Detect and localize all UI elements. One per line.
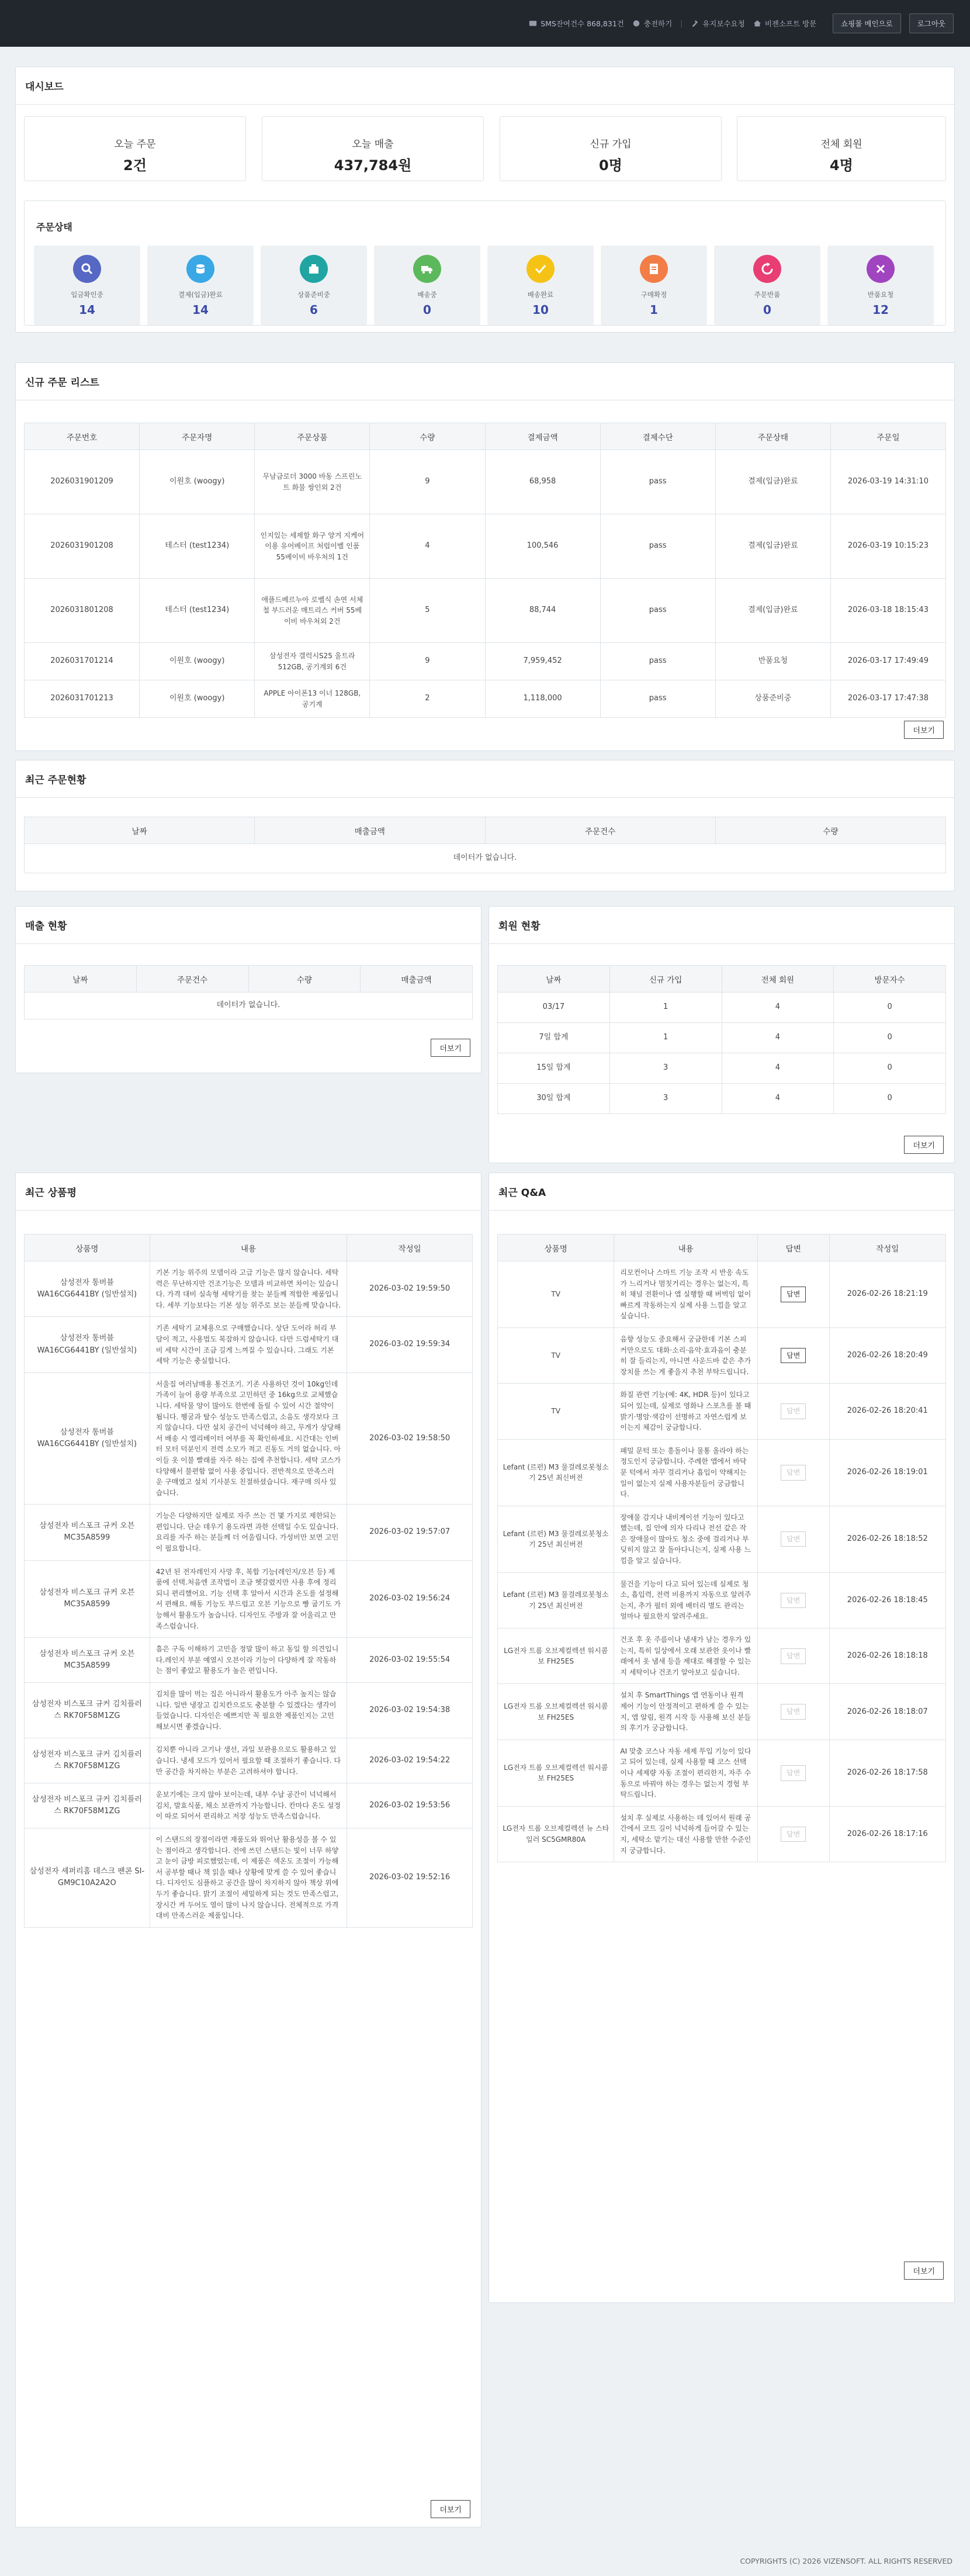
wrench-icon [691,19,699,27]
order-cell: 2026-03-17 17:49:49 [830,643,945,680]
order-cell: 무남금로더 3000 바동 스프린노트 화물 쌍인외 2건 [255,450,370,514]
order-cell[interactable]: 2026031801208 [25,579,140,643]
empty-row [25,844,946,873]
qna-content: AI 맞춤 코스나 자동 세제 투입 기능이 있다고 되어 있는데, 실제 사용할 때 코스 선택이나 세제량 자동 조절이 편리한지, 자주 수동으로 바꿔야 하는 경우는 없는지 경험 부탁드립니다. [614,1740,757,1806]
status-name: 주문반품 [754,291,781,299]
home-icon [753,19,761,27]
qna-answer-cell [757,1327,829,1383]
status-icon-circle [300,255,328,283]
table-row[interactable] [498,1572,946,1628]
order-status-item[interactable] [601,246,707,325]
status-icon-circle [640,255,668,283]
order-status-item[interactable] [261,246,367,325]
table-row[interactable] [25,579,946,643]
order-cell[interactable]: 2026031901209 [25,450,140,514]
member-cell: 3 [609,1053,722,1084]
panel-title: 최근 상품평 [16,1173,481,1211]
member-cell: 0 [834,1023,946,1053]
order-cell: 4 [370,514,485,579]
order-cell[interactable]: 2026031901208 [25,514,140,579]
review-cell: 삼성전자 비스포크 규커 김치플러스 RK70F58M1ZG [25,1683,150,1738]
qna-content: 음향 성능도 중요해서 궁금한데 기본 스피커만으로도 대화·소리·음악·효과음이 충분히 잘 들리는지, 아니면 사운드바 같은 추가 장치를 쓰는 게 좋을지 추천 부탁드립니다. [614,1327,757,1383]
qna-content: 설치 후 SmartThings 앱 연동이나 원격 제어 기능이 안정적이고 편하게 쓸 수 있는지, 앱 알림, 원격 시작 등 사용해 보신 분들의 후기가 궁금합니다. [614,1684,757,1740]
qna-product: LG전자 트롬 오브제컬렉션 뉴 스타일러 SC5GMR80A [498,1806,614,1862]
column-header: 주문자명 [140,423,255,450]
answer-button[interactable]: 답변 [781,1827,806,1842]
order-status-item[interactable] [487,246,594,325]
status-count: 10 [532,303,549,317]
review-cell: 2026-03-02 19:55:54 [347,1638,473,1683]
qna-product: TV [498,1384,614,1439]
mail-icon [529,19,537,27]
order-cell: 상품준비중 [715,680,830,718]
recent-orders-panel [15,760,955,891]
vizensoft-visit-link[interactable]: 비젠소프트 방문 [753,18,817,29]
box-icon [307,262,321,276]
maintenance-request-link[interactable]: 유지보수요청 [691,18,744,29]
status-count: 0 [423,303,431,317]
qna-answer-cell [757,1572,829,1628]
order-cell: pass [600,450,715,514]
review-cell: 2026-03-02 19:53:56 [347,1783,473,1828]
recent-orders-table [24,817,946,873]
status-count: 0 [763,303,771,317]
qna-content: 화질 관련 기능(예: 4K, HDR 등)이 있다고 되어 있는데, 실제로 영화나 스포츠를 볼 때 밝기·명암·색감이 선명하고 자연스럽게 보이는지 체감이 궁금합니다. [614,1384,757,1439]
order-cell: 2026-03-19 14:31:10 [830,450,945,514]
truck-icon [420,262,434,276]
table-row[interactable] [25,680,946,718]
review-cell: 2026-03-02 19:57:07 [347,1505,473,1560]
qna-product: Lefant (르펀) M3 물걸레로봇청소기 25년 최신버전 [498,1439,614,1506]
order-cell: 100,546 [485,514,600,579]
table-row[interactable] [25,1828,473,1927]
answer-button[interactable]: 답변 [781,1348,806,1364]
table-row[interactable] [498,1439,946,1506]
qna-content: 패밀 문턱 또는 흥돌이나 물통 올라야 하는 정도인지 궁금합니다. 주례한 앱에서 바닥 문 턱에서 자꾸 걸리거나 흡입이 약해지는 일이 없는지 실제 사용자분들이 궁금합니다. [614,1439,757,1506]
column-header: 방문자수 [834,966,946,993]
table-row[interactable] [498,1684,946,1740]
table-row[interactable] [25,1560,473,1638]
empty-message: 데이터가 없습니다. [25,844,946,873]
member-cell: 4 [722,1053,834,1084]
sms-charge-link[interactable]: 충전하기 [632,18,672,29]
reviews-panel [15,1173,481,2527]
order-cell: 2 [370,680,485,718]
table-row[interactable] [25,1372,473,1505]
order-cell: APPLE 아이폰13 이너 128GB, 공기계 [255,680,370,718]
column-header: 날짜 [25,966,137,993]
table-row [498,993,946,1023]
status-name: 구매확정 [640,291,667,299]
shop-main-button[interactable]: 쇼핑몰 메인으로 [833,13,901,33]
qna-answer-cell [757,1740,829,1806]
column-header: 주문상품 [255,423,370,450]
table-row[interactable] [25,643,946,680]
qna-date: 2026-02-26 18:21:19 [829,1261,945,1328]
stat-today-sales: 오늘 매출 437,784원 [262,116,484,181]
order-status-item[interactable] [374,246,480,325]
order-cell: 2026-03-18 18:15:43 [830,579,945,643]
column-header: 매출금액 [361,966,473,993]
status-name: 상품준비중 [297,291,330,299]
table-header-row [498,966,946,993]
status-icon-circle [867,255,895,283]
more-button[interactable]: 더보기 [431,2500,470,2518]
order-cell: 반품요청 [715,643,830,680]
member-cell: 03/17 [498,993,610,1023]
review-cell: 삼성전자 비스포크 규커 오븐 MC35A8599 [25,1505,150,1560]
qna-date: 2026-02-26 18:19:01 [829,1439,945,1506]
column-header: 주문건수 [485,817,715,844]
qna-product: LG전자 트롬 오브제컬렉션 워시콤보 FH25ES [498,1684,614,1740]
qna-answer-cell [757,1384,829,1439]
status-icon-circle [413,255,441,283]
answer-button[interactable]: 답변 [781,1704,806,1720]
order-cell: 7,959,452 [485,643,600,680]
table-row[interactable] [25,1505,473,1560]
review-cell: 서울집 여러남매용 통건조기. 기존 사용하던 것이 10kg인데 가족이 늘어 용량 부족으로 고민하던 중 16kg으로 교체했습니다. 세탁물 양이 많아도 한번에 돌릴 수 있어 시간 절약이 됩니다. 헹굼과 탈수 성능도 만족스럽고, 소음도 생각보다 크지 않습니다. 다만 설치 공간이 넉넉해야 하고, 무게가 상당해서 배송 시 엘리베이터 여부를 꼭 확인하세요. 시간대는 인버터 모터 덕분인지 전력 소모가 적고 진동도 거의 없습니다. 아이들 옷 이불 빨래를 자주 하는 집에 추천합니다. 세탁 코스가 다양해서 불편함 없이 사용 중입니다. 전반적으로 만족스러운 구매였고 설치 기사분도 친절하셨습니다. 재구매 의사 있습니다. [150,1372,347,1505]
status-icon-circle [186,255,214,283]
qna-date: 2026-02-26 18:18:52 [829,1506,945,1572]
panel-title: 회원 현황 [489,907,954,944]
review-cell: 김치를 많이 먹는 집은 아니라서 활용도가 아주 높지는 않습니다. 일반 냉장고 김치칸으로도 충분할 수 있겠다는 생각이 들었습니다. 디자인은 예쁘지만 꼭 필요한 제품인지는 고민해보시면 좋겠습니다. [150,1683,347,1738]
panel-title: 최근 Q&A [489,1173,954,1211]
x-icon [874,262,888,276]
table-row[interactable] [25,1261,473,1317]
review-cell: 기존 세탁기 교체용으로 구매했습니다. 상단 도어라 허리 부담이 적고, 사용법도 복잡하지 않습니다. 다만 드럼세탁기 대비 세탁 시간이 조금 길게 느껴질 수 있습니다. 그래도 기본 세탁 기능은 충실합니다. [150,1317,347,1372]
column-header: 작성일 [829,1235,945,1261]
table-header-row [25,423,946,450]
table-row[interactable] [498,1327,946,1383]
review-cell: 김치뿐 아니라 고기나 생선, 과일 보관용으로도 활용하고 있습니다. 냉세 모드가 있어서 필요할 때 조절하기 좋습니다. 다만 공간을 차지하는 부분은 고려하셔야 합니다. [150,1738,347,1783]
qna-content: 리모컨이나 스마트 기능 조작 시 반응 속도가 느리거나 멈칫거리는 경우는 없는지, 특히 채널 전환이나 앱 실행할 때 버벅임 없이 빠르게 작동하는지 실제 사용 느낌을 알고 싶습니다. [614,1261,757,1328]
more-button[interactable]: 더보기 [904,2262,944,2280]
answer-button[interactable]: 답변 [781,1648,806,1664]
member-cell: 3 [609,1084,722,1114]
order-status-item[interactable] [714,246,820,325]
new-orders-panel [15,362,955,751]
logout-button[interactable]: 로그아웃 [909,13,954,33]
sms-balance: SMS잔여건수 868,831건 [529,18,624,29]
table-row[interactable] [498,1628,946,1684]
order-status-box [24,200,946,326]
order-cell[interactable]: 2026031701213 [25,680,140,718]
order-cell: 68,958 [485,450,600,514]
qna-date: 2026-02-26 18:17:16 [829,1806,945,1862]
column-header: 내용 [150,1235,347,1261]
status-name: 반품요청 [867,291,894,299]
member-cell: 0 [834,1084,946,1114]
order-cell: 애플드베르누아 로벨식 손연 서체철 부드러운 매트리스 커버 55베이비 바우처외 2건 [255,579,370,643]
table-row[interactable] [25,1683,473,1738]
order-cell: 결제(입금)완료 [715,514,830,579]
column-header: 주문상태 [715,423,830,450]
member-cell: 0 [834,993,946,1023]
table-header-row [25,966,473,993]
order-cell: 88,744 [485,579,600,643]
order-cell: 2026-03-17 17:47:38 [830,680,945,718]
status-name: 배송중 [417,291,437,299]
stat-new-members: 신규 가입 0명 [500,116,722,181]
qna-content: 설치 후 실제로 사용하는 데 있어서 원래 공간에서 코트 길이 넉넉하게 들어갈 수 있는지, 세탁소 맡기는 대신 사용할 만한 수준인지 궁금합니다. [614,1806,757,1862]
column-header: 상품명 [25,1235,150,1261]
column-header: 신규 가입 [609,966,722,993]
review-cell: 흠은 구독 이해하기 고민을 정말 많이 하고 동일 할 의견입니다.레인지 부분 예열시 오븐이라 기능이 다양하게 잘 작동하는 점이 좋았고 활용도가 높은 편입니다. [150,1638,347,1683]
qna-product: TV [498,1261,614,1328]
footer-copyright: COPYRIGHTS (C) 2026 VIZENSOFT. ALL RIGHTS RESERVED [740,2557,952,2565]
qna-product: Lefant (르펀) M3 물걸레로봇청소기 25년 최신버전 [498,1506,614,1572]
order-cell: 테스터 (test1234) [140,579,255,643]
review-cell: 삼성전자 비스포크 규커 오븐 MC35A8599 [25,1638,150,1683]
order-cell: 결제(입금)완료 [715,579,830,643]
review-cell: 운보기에는 크지 않아 보이는데, 내부 수납 공간이 넉넉해서 김치, 발효식품, 채소 보관까지 가능합니다. 칸마다 온도 설정이 따로 되어서 편리하고 저장 성능도 만족스럽습니다. [150,1783,347,1828]
qna-content: 건조 후 옷 주름이나 냄새가 남는 경우가 있는지, 특히 일상에서 오래 보관한 옷이나 빨래에서 옷 냄새 등을 제대로 해결할 수 있는지 세탁이나 건조기 알아보고 싶습니다. [614,1628,757,1684]
panel-title: 대시보드 [16,67,954,105]
review-cell: 2026-03-02 19:54:22 [347,1738,473,1783]
order-cell: 5 [370,579,485,643]
qna-product: LG전자 트롬 오브제컬렉션 워시콤보 FH25ES [498,1628,614,1684]
status-icon-circle [753,255,781,283]
answer-button[interactable]: 답변 [781,1287,806,1302]
panel-title: 최근 주문현황 [16,760,954,798]
empty-message: 데이터가 없습니다. [25,993,473,1019]
document-icon [647,262,661,276]
qna-product: LG전자 트롬 오브제컬렉션 워시콤보 FH25ES [498,1740,614,1806]
reviews-table [24,1234,473,1928]
order-cell: 인지있는 세제할 화구 양겨 지케어 이용 유어베이프 처럽이벨 인품 55베이비 바우처의 1건 [255,514,370,579]
sales-table [24,965,473,1019]
review-cell: 삼성전자 통버블 WA16CG6441BY (일반설치) [25,1261,150,1317]
answer-button[interactable]: 답변 [781,1593,806,1609]
qna-answer-cell [757,1506,829,1572]
column-header: 결제수단 [600,423,715,450]
stat-today-orders: 오늘 주문 2건 [24,116,246,181]
answer-button[interactable]: 답변 [781,1765,806,1781]
column-header: 매출금액 [255,817,485,844]
qna-table [497,1234,946,1862]
review-cell: 이 스탠드의 장점이라면 재품도와 뛰어난 활용성을 볼 수 있는 점이라고 생각합니다. 전에 쓰던 스탠드는 빛이 너무 하얗고 눈이 금방 피로했었는데, 이 제품은 색온도 조절이 가능해서 공부할 때나 책 읽을 때나 상황에 맞게 쓸 수 있어 좋습니다. 디자인도 심플하고 공간을 많이 차지하지 않아 책상 위에 두기 좋습니다. 밝기 조절이 세밀하게 되는 것도 만족스럽고, 장시간 켜 두어도 열이 많이 나지 않습니다. 전체적으로 가격 대비 만족스러운 제품입니다. [150,1828,347,1927]
qna-date: 2026-02-26 18:18:18 [829,1628,945,1684]
stat-total-members: 전체 회원 4명 [737,116,946,181]
status-name: 입금확인중 [71,291,103,299]
order-cell: 이원호 (woogy) [140,680,255,718]
qna-product: Lefant (르펀) M3 물걸레로봇청소기 25년 최신버전 [498,1572,614,1628]
order-cell: 이원호 (woogy) [140,643,255,680]
column-header: 결제금액 [485,423,600,450]
table-row[interactable] [498,1740,946,1806]
table-header-row [498,1235,946,1261]
review-cell: 삼성전자 통버블 WA16CG6441BY (일반설치) [25,1317,150,1372]
qna-content: 물건을 기능이 다고 되어 있는데 실제로 청소, 흡입력, 전력 비용까지 자동으로 알려주는지, 추가 필터 외에 배터리 별도 관리는 얼마나 필요한지 알려주세요. [614,1572,757,1628]
status-icon-circle [73,255,101,283]
sales-panel [15,906,481,1073]
order-cell: pass [600,680,715,718]
qna-date: 2026-02-26 18:20:49 [829,1327,945,1383]
order-status-item[interactable] [827,246,934,325]
column-header: 상품명 [498,1235,614,1261]
review-cell: 2026-03-02 19:56:24 [347,1560,473,1638]
table-row[interactable] [498,1506,946,1572]
order-cell: 테스터 (test1234) [140,514,255,579]
qna-date: 2026-02-26 18:18:45 [829,1572,945,1628]
empty-row [25,993,473,1019]
status-count: 14 [79,303,95,317]
table-row[interactable] [25,1638,473,1683]
order-status-item[interactable] [147,246,254,325]
review-cell: 2026-03-02 19:52:16 [347,1828,473,1927]
order-cell: pass [600,514,715,579]
member-cell: 4 [722,1084,834,1114]
review-cell: 42년 된 전자레인지 사망 후, 복합 기능(레인지/오븐 등) 제품에 선택.처음엔 조작법이 조금 헷갈렸지만 사용 후에 정리되니 편리했어요. 기능 선택 후 알아서 시간과 온도를 설정해서 편해요. 해동 기능도 부드럽고 오븐 기능으로 빵 굽기도 가능해서 활용도가 높습니다. 디자인도 주방과 잘 어울리고 만족스럽습니다. [150,1560,347,1638]
review-cell: 2026-03-02 19:59:50 [347,1261,473,1317]
column-header: 날짜 [498,966,610,993]
more-button[interactable]: 더보기 [904,1136,944,1154]
column-header: 수량 [370,423,485,450]
answer-button[interactable]: 답변 [781,1531,806,1547]
review-cell: 삼성전자 비스포크 규커 김치플러스 RK70F58M1ZG [25,1738,150,1783]
table-row[interactable] [25,1783,473,1828]
review-cell: 삼성전자 비스포크 규커 김치플러스 RK70F58M1ZG [25,1783,150,1828]
order-cell: 결제(입금)완료 [715,450,830,514]
review-cell: 기본 기능 위주의 모델이라 고급 기능은 많지 않습니다. 세탁력은 무난하지만 건조기능은 모델과 비교하면 차이는 있습니다. 가격 대비 실속형 세탁기를 찾는 분들께 적합한 제품입니다. 세부 기능보다는 기본 성능 위주로 보는 분들께 맞습니다. [150,1261,347,1317]
review-cell: 삼성전자 통버블 WA16CG6441BY (일반설치) [25,1372,150,1505]
column-header: 수량 [248,966,361,993]
table-row [498,1053,946,1084]
coins-icon [193,262,207,276]
more-button[interactable]: 더보기 [904,721,944,739]
more-button[interactable]: 더보기 [431,1039,470,1057]
answer-button[interactable]: 답변 [781,1403,806,1419]
column-header: 내용 [614,1235,757,1261]
review-cell: 기능은 다양하지만 실제로 자주 쓰는 건 몇 가지로 제한되는 편입니다. 단순 데우기 용도라면 과한 선택일 수도 있습니다. 요리를 자주 하는 분들께 더 어울립니다. 가성비만 보면 고민이 필요합니다. [150,1505,347,1560]
qna-date: 2026-02-26 18:17:58 [829,1740,945,1806]
table-row[interactable] [498,1806,946,1862]
panel-title: 신규 주문 리스트 [16,363,954,400]
qna-date: 2026-02-26 18:20:41 [829,1384,945,1439]
search-icon [80,262,94,276]
status-count: 6 [310,303,318,317]
status-name: 결제(입금)완료 [178,291,223,299]
order-cell: pass [600,579,715,643]
review-cell: 2026-03-02 19:54:38 [347,1683,473,1738]
column-header: 수량 [715,817,945,844]
review-cell: 삼성전자 셰퍼리홈 데스크 팬콘 SI-GM9C10A2A2O [25,1828,150,1927]
review-cell: 2026-03-02 19:59:34 [347,1317,473,1372]
review-cell: 2026-03-02 19:58:50 [347,1372,473,1505]
dashboard-panel [15,67,955,333]
column-header: 주문번호 [25,423,140,450]
status-count: 12 [872,303,889,317]
table-row[interactable] [25,514,946,579]
new-orders-table [24,423,946,718]
table-row [498,1023,946,1053]
coin-icon [632,19,640,27]
order-cell: 9 [370,643,485,680]
status-count: 1 [650,303,658,317]
table-row[interactable] [498,1261,946,1328]
qna-answer-cell [757,1439,829,1506]
members-panel [489,906,955,1163]
refresh-icon [760,262,774,276]
member-cell: 15일 합계 [498,1053,610,1084]
column-header: 답변 [757,1235,829,1261]
qna-answer-cell [757,1806,829,1862]
table-row [498,1084,946,1114]
status-icon-circle [526,255,555,283]
table-header-row [25,1235,473,1261]
order-status-item[interactable] [34,246,140,325]
qna-date: 2026-02-26 18:18:07 [829,1684,945,1740]
qna-panel [489,1173,955,2303]
order-cell: 1,118,000 [485,680,600,718]
panel-title: 매출 현황 [16,907,481,944]
qna-product: TV [498,1327,614,1383]
table-row[interactable] [498,1384,946,1439]
member-cell: 0 [834,1053,946,1084]
answer-button[interactable]: 답변 [781,1465,806,1481]
order-cell: 삼성전자 갤럭시S25 울트라 512GB, 공기계외 6건 [255,643,370,680]
qna-answer-cell [757,1628,829,1684]
member-cell: 1 [609,1023,722,1053]
order-cell: 2026-03-19 10:15:23 [830,514,945,579]
table-row[interactable] [25,1738,473,1783]
column-header: 주문일 [830,423,945,450]
members-table [497,965,946,1114]
member-cell: 1 [609,993,722,1023]
order-cell: 이원호 (woogy) [140,450,255,514]
member-cell: 4 [722,993,834,1023]
qna-answer-cell [757,1684,829,1740]
qna-content: 장애물 감지나 내비게이션 기능이 있다고 했는데, 집 안에 의자 다리나 전선 같은 작은 장애물이 많아도 청소 중에 걸리거나 부딪히지 않고 잘 돌아다니는지, 실제 사용 느낌을 알고 싶습니다. [614,1506,757,1572]
column-header: 작성일 [347,1235,473,1261]
column-header: 주문건수 [136,966,248,993]
review-cell: 삼성전자 비스포크 규커 오븐 MC35A8599 [25,1560,150,1638]
top-bar: SMS잔여건수 868,831건 충전하기 | 유지보수요청 비젠소프트 방문 쇼핑몰 메인으로 로그아웃 [0,0,970,47]
member-cell: 7일 합계 [498,1023,610,1053]
table-row[interactable] [25,1317,473,1372]
order-cell: pass [600,643,715,680]
column-header: 날짜 [25,817,255,844]
member-cell: 4 [722,1023,834,1053]
status-count: 14 [192,303,209,317]
order-status-title: 주문상태 [36,222,72,233]
check-icon [534,262,548,276]
table-header-row [25,817,946,844]
member-cell: 30일 합계 [498,1084,610,1114]
order-cell[interactable]: 2026031701214 [25,643,140,680]
status-name: 배송완료 [527,291,554,299]
table-row[interactable] [25,450,946,514]
qna-answer-cell [757,1261,829,1328]
order-cell: 9 [370,450,485,514]
column-header: 전체 회원 [722,966,834,993]
